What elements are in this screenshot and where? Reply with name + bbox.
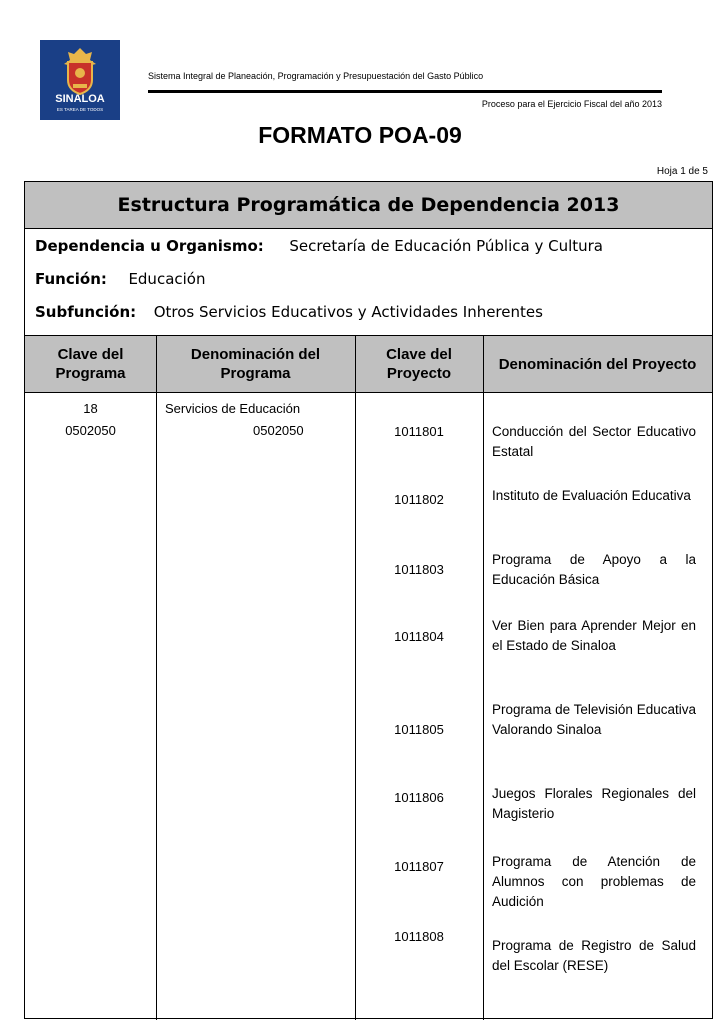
funcion-row: [35, 270, 205, 288]
process-title: Proceso para el Ejercicio Fiscal del año 2013: [481, 99, 662, 109]
header-clave-proyecto: Clave del Proyecto: [386, 346, 452, 382]
table-header-row: [25, 335, 712, 393]
project-name: Programa de Atención de Alumnos con problemas de Audición: [492, 854, 696, 909]
programa-denominacion-code: 0502050: [253, 423, 304, 438]
dependencia-row: [35, 237, 603, 255]
project-code: 1011802: [394, 492, 444, 507]
project-name: Instituto de Evaluación Educativa: [492, 488, 691, 503]
header-clave-programa: Clave del Programa: [55, 346, 126, 382]
project-code: 1011805: [394, 722, 444, 737]
column-divider: [483, 335, 484, 1020]
project-name: Conducción del Sector Educativo Estatal: [492, 424, 696, 459]
funcion-value: Educación: [128, 270, 206, 288]
programa-clave-top: 18: [83, 401, 98, 416]
logo-tagline: ES TAREA DE TODOS: [56, 107, 104, 112]
sheet-number: Hoja 1 de 5: [656, 166, 708, 177]
sinaloa-logo: [40, 40, 120, 120]
programa-denominacion: Servicios de Educación: [165, 401, 301, 416]
dependencia-label: Dependencia u Organismo:: [35, 237, 264, 255]
project-code: 1011807: [394, 859, 444, 874]
project-name: Programa de Apoyo a la Educación Básica: [492, 552, 696, 587]
funcion-label: Función:: [35, 270, 107, 288]
programa-clave-bottom: 0502050: [65, 423, 116, 438]
logo-wordmark: SINALOA: [55, 93, 105, 105]
subfuncion-label: Subfunción:: [35, 303, 137, 321]
project-code: 1011808: [394, 929, 444, 944]
header-divider: [148, 90, 662, 93]
project-code: 1011803: [394, 562, 444, 577]
dependencia-value: Secretaría de Educación Pública y Cultura: [289, 237, 603, 255]
project-name: Ver Bien para Aprender Mejor en el Estado de Sinaloa: [492, 618, 696, 653]
form-title: FORMATO POA-09: [258, 122, 462, 148]
project-code: 1011806: [394, 790, 444, 805]
header-denominacion-programa: Denominación del Programa: [190, 346, 321, 382]
column-divider: [156, 335, 157, 1020]
document-banner: Estructura Programática de Dependencia 2013: [25, 182, 712, 229]
subfuncion-row: [35, 303, 543, 321]
project-code: 1011801: [394, 424, 444, 439]
subfuncion-value: Otros Servicios Educativos y Actividades Inherentes: [153, 303, 543, 321]
system-title: Sistema Integral de Planeación, Programación y Presupuestación del Gasto Público: [148, 71, 484, 81]
project-code: 1011804: [394, 629, 444, 644]
project-name: Juegos Florales Regionales del Magisterio: [492, 786, 696, 821]
document-frame: [24, 181, 713, 1019]
project-name: Programa de Registro de Salud del Escolar (RESE): [492, 938, 696, 973]
header-denominacion-proyecto: Denominación del Proyecto: [498, 355, 697, 373]
project-name: Programa de Televisión Educativa Valorando Sinaloa: [492, 702, 696, 737]
